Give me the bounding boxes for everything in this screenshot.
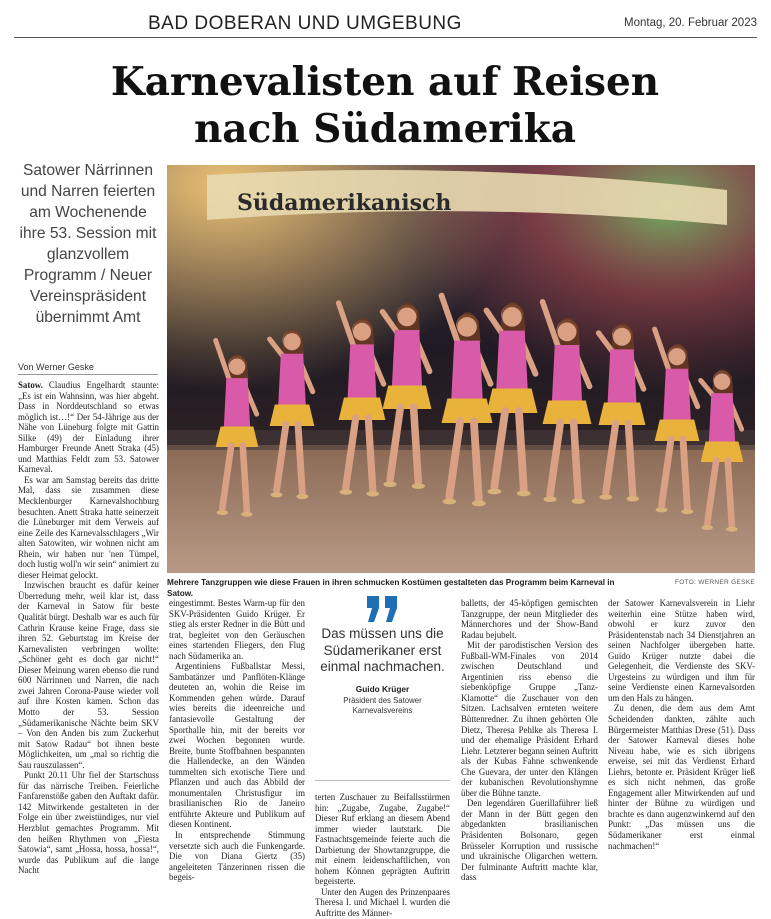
paragraph: eingestimmt. Bestes Warm-up für den SKV-Präsidenten Guido Krüger. Er stieg als erster Redner in die Bütt und trat, begleitet von den Geräuschen eines startenden Fliegers, den Flug nach Südamerika an. xyxy=(169,598,305,661)
byline-rule xyxy=(18,374,158,375)
byline: Von Werner Geske xyxy=(18,362,94,372)
photo-caption: Mehrere Tanzgruppen wie diese Frauen in ihren schmucken Kostümen gestalteten das Programm beim Karneval in Satow. xyxy=(167,578,615,598)
paragraph: Punkt 20.11 Uhr fiel der Startschuss für das närrische Treiben. Feierliche Fanfarenstöße gaben den Auftakt dafür. 142 Mitwirkende gestalteten in der Folge ein über zweistündiges, nur viel Herzblut gemachtes Programm. Mit den heißen Rhythmen von „Fiesta Satowia“, samt „Hossa, hossa, hossa!“, wurde das Publikum auf die lange Nacht xyxy=(18,770,159,876)
quote-text: Das müssen uns die Südamerikaner erst einmal nachmachen. xyxy=(320,626,445,674)
article-column-3 xyxy=(315,792,450,919)
article-column-2 xyxy=(169,598,305,883)
subheadline: Satower Närrinnen und Narren feierten am Wochenende ihre 53. Session mit glanzvollem Programm / Neuer Vereinspräsident übernimmt Amt xyxy=(19,162,157,326)
photo-credit: FOTO: WERNER GESKE xyxy=(674,579,755,586)
paragraph: Inzwischen braucht es dafür keiner Überredung mehr, weil klar ist, dass der Karneval in Satow für beste Qualität bürgt. Deshalb war es auch für Cathrin Krause keine Frage, dass sie ihren 52. Geburtstag im Kreise der Karnevalisten verbringen wollte: „Schöner geht es doch gar nicht!“ Dieser Meinung waren ebenso die rund 600 Närrinnen und Narren, die nach zwei Jahren Corona-Pause wieder voll auf ihre Kosten kamen. Schon das Motto der 53. Session „Südamerikanische Nächte beim SKV – Von den Anden bis zum Zuckerhut mit Satow Radau“ bot ihnen beste Möglichkeiten, um „mal so richtig die Sau rauszulassen“. xyxy=(18,580,159,770)
paragraph: der Satower Karnevalsverein in Liehr weiterhin eine Stütze haben wird, obwohl er kurz zuvor den Präsidentenstab nach 34 Dienstjahren an seinen Nachfolger übergeben hatte. Guido Krüger nutzte dabei die Gelegenheit, die Verdienste des SKV-Urgesteins zu würdigen und ihm für seine Verdienste einen Karnevalsorden um den Hals zu hängen. xyxy=(608,598,755,703)
dateline: Satow. xyxy=(18,380,43,390)
article-column-4 xyxy=(461,598,598,883)
paragraph: In entsprechende Stimmung versetzte sich auch die Funkengarde. Die von Diana Giertz (35) angeleiteten Tänzerinnen rissen die begeis- xyxy=(169,830,305,883)
paragraph: Zu denen, die dem aus dem Amt Scheidenden dankten, zählte auch Bürgermeister Matthias Drese (51). Dass der Satower Karneval dieses hohe Niveau habe, wie es sich übrigens erweise, sei mit das Verdienst Erhard Liehrs, betonte er. Präsident Krüger ließ es sich nicht nehmen, das große Engagement aller Mitwirkenden auf und hinter der Bühne zu würdigen und brachte es dann augenzwinkernd auf den Punkt: „Das müssen uns die Südamerikaner erst einmal nachmachen!“ xyxy=(608,703,755,851)
masthead xyxy=(0,0,771,40)
article-column-5 xyxy=(608,598,755,851)
paragraph: Den legendären Guerillaführer ließ der Mann in der Bütt gegen den abgedankten brasilianischen Präsidenten Bolsonaro, gegen Brüsseler Korruption und russische und ukrainische Oligarchen wettern. Der fulminante Auftritt machte klar, dass xyxy=(461,798,598,883)
paragraph: Es war am Samstag bereits das dritte Mal, dass sie zusammen diese Mecklenburger Karnevalshochburg besuchten. Anett Straka hatte seinerzeit die Lüneburger mit dem Verweis auf eine Zeile des Karnevalsschlagers „Wir alten Satowiten, wir wohnen nicht am Rhein, wir haben nur 'nen Tümpel, doch lustig woll'n wir sein“ animiert zu dieser Heimat gelockt. xyxy=(18,474,159,580)
stage-sign-text: Südamerikanisch xyxy=(237,190,452,216)
paragraph: balletts, der 45-köpfigen gemischten Tanzgruppe, der neun Mitglieder des Männerchores und der Show-Band Radau bejubelt. xyxy=(461,598,598,640)
section-title: BAD DOBERAN UND UMGEBUNG xyxy=(148,13,462,34)
issue-date: Montag, 20. Februar 2023 xyxy=(624,17,757,29)
masthead-rule xyxy=(14,37,757,38)
paragraph: terten Zuschauer zu Beifallsstürmen hin: „Zugabe, Zugabe, Zugabe!“ Dieser Ruf erklang an diesem Abend immer wieder lautstark. Die Fastnachtsgemeinde feierte auch die Darbietung der Showtanzgruppe, die mit einem leidenschaftlichen, von hohem Können geprägten Auftritt begeisterte. xyxy=(315,792,450,887)
article-photo xyxy=(167,165,755,573)
headline-line-2: nach Südamerika xyxy=(193,106,577,152)
paragraph: Argentiniens Fußballstar Messi, Sambatänzer und Panflöten-Klänge deuteten an, wohin die Reise im Kommenden gehen würde. Darauf wies bereits die ideenreiche und fantasievolle Gestaltung der Sporthalle hin, mit der bereits vor zwei Wochen begonnen wurde. Breite, bunte Stoffbahnen bespannten die Hallendecke, an den Wänden tummelten sich exotische Tiere und Pflanzen und auch das Abbild der monumentalen Christusfigur im brasilianischen Rio de Janeiro entführte Akteure und Publikum auf diesen Kontinent. xyxy=(169,661,305,830)
paragraph: Unter den Augen des Prinzenpaares Theresa I. und Michael I. wurden die Auftritte des Männer- xyxy=(315,886,450,919)
quote-rule xyxy=(315,780,450,781)
carnival-dancers-photo xyxy=(167,165,755,573)
headline-line-1: Karnevalisten auf Reisen xyxy=(110,59,660,105)
quote-author: Guido Krüger xyxy=(355,684,410,694)
pull-quote xyxy=(315,592,450,788)
paragraph: Satow. Claudius Engelhardt staunte: „Es ist ein Wahnsinn, was hier abgeht. Dass in Norddeutschland so etwas möglich ist…!“ Der 54-Jährige aus der Nähe von Lüneburg folgte mit Gattin Silke (49) der Einladung ihrer Hamburger Freunde Anett Straka (45) und Matthias Feldt zum 53. Satower Karneval. xyxy=(18,380,159,475)
quote-author-role: Präsident des Satower Karnevalsvereins xyxy=(343,696,422,715)
quote-mark-icon xyxy=(365,594,401,624)
paragraph: Mit der parodistischen Version des Fußball-WM-Finales von 2014 zwischen Deutschland und Argentinien riss ebenso die siebenköpfige Gruppe „Tanz-Klamotte“ die Zuschauer von den Sitzen. Lachsalven ernteten weitere Büttenredner. Zu ihnen gehörten Ole Dietz, Theresa Pehlke als Theresa I. und der ehemalige Präsident Erhard Liehr. Letzterer begann seinen Auftritt als der Kubas Fahne schwenkende Che Guevara, der unter den Klängen der kubanischen Revolutionshymne über die Bühne tanzte. xyxy=(461,640,598,798)
article-column-1 xyxy=(18,380,159,876)
